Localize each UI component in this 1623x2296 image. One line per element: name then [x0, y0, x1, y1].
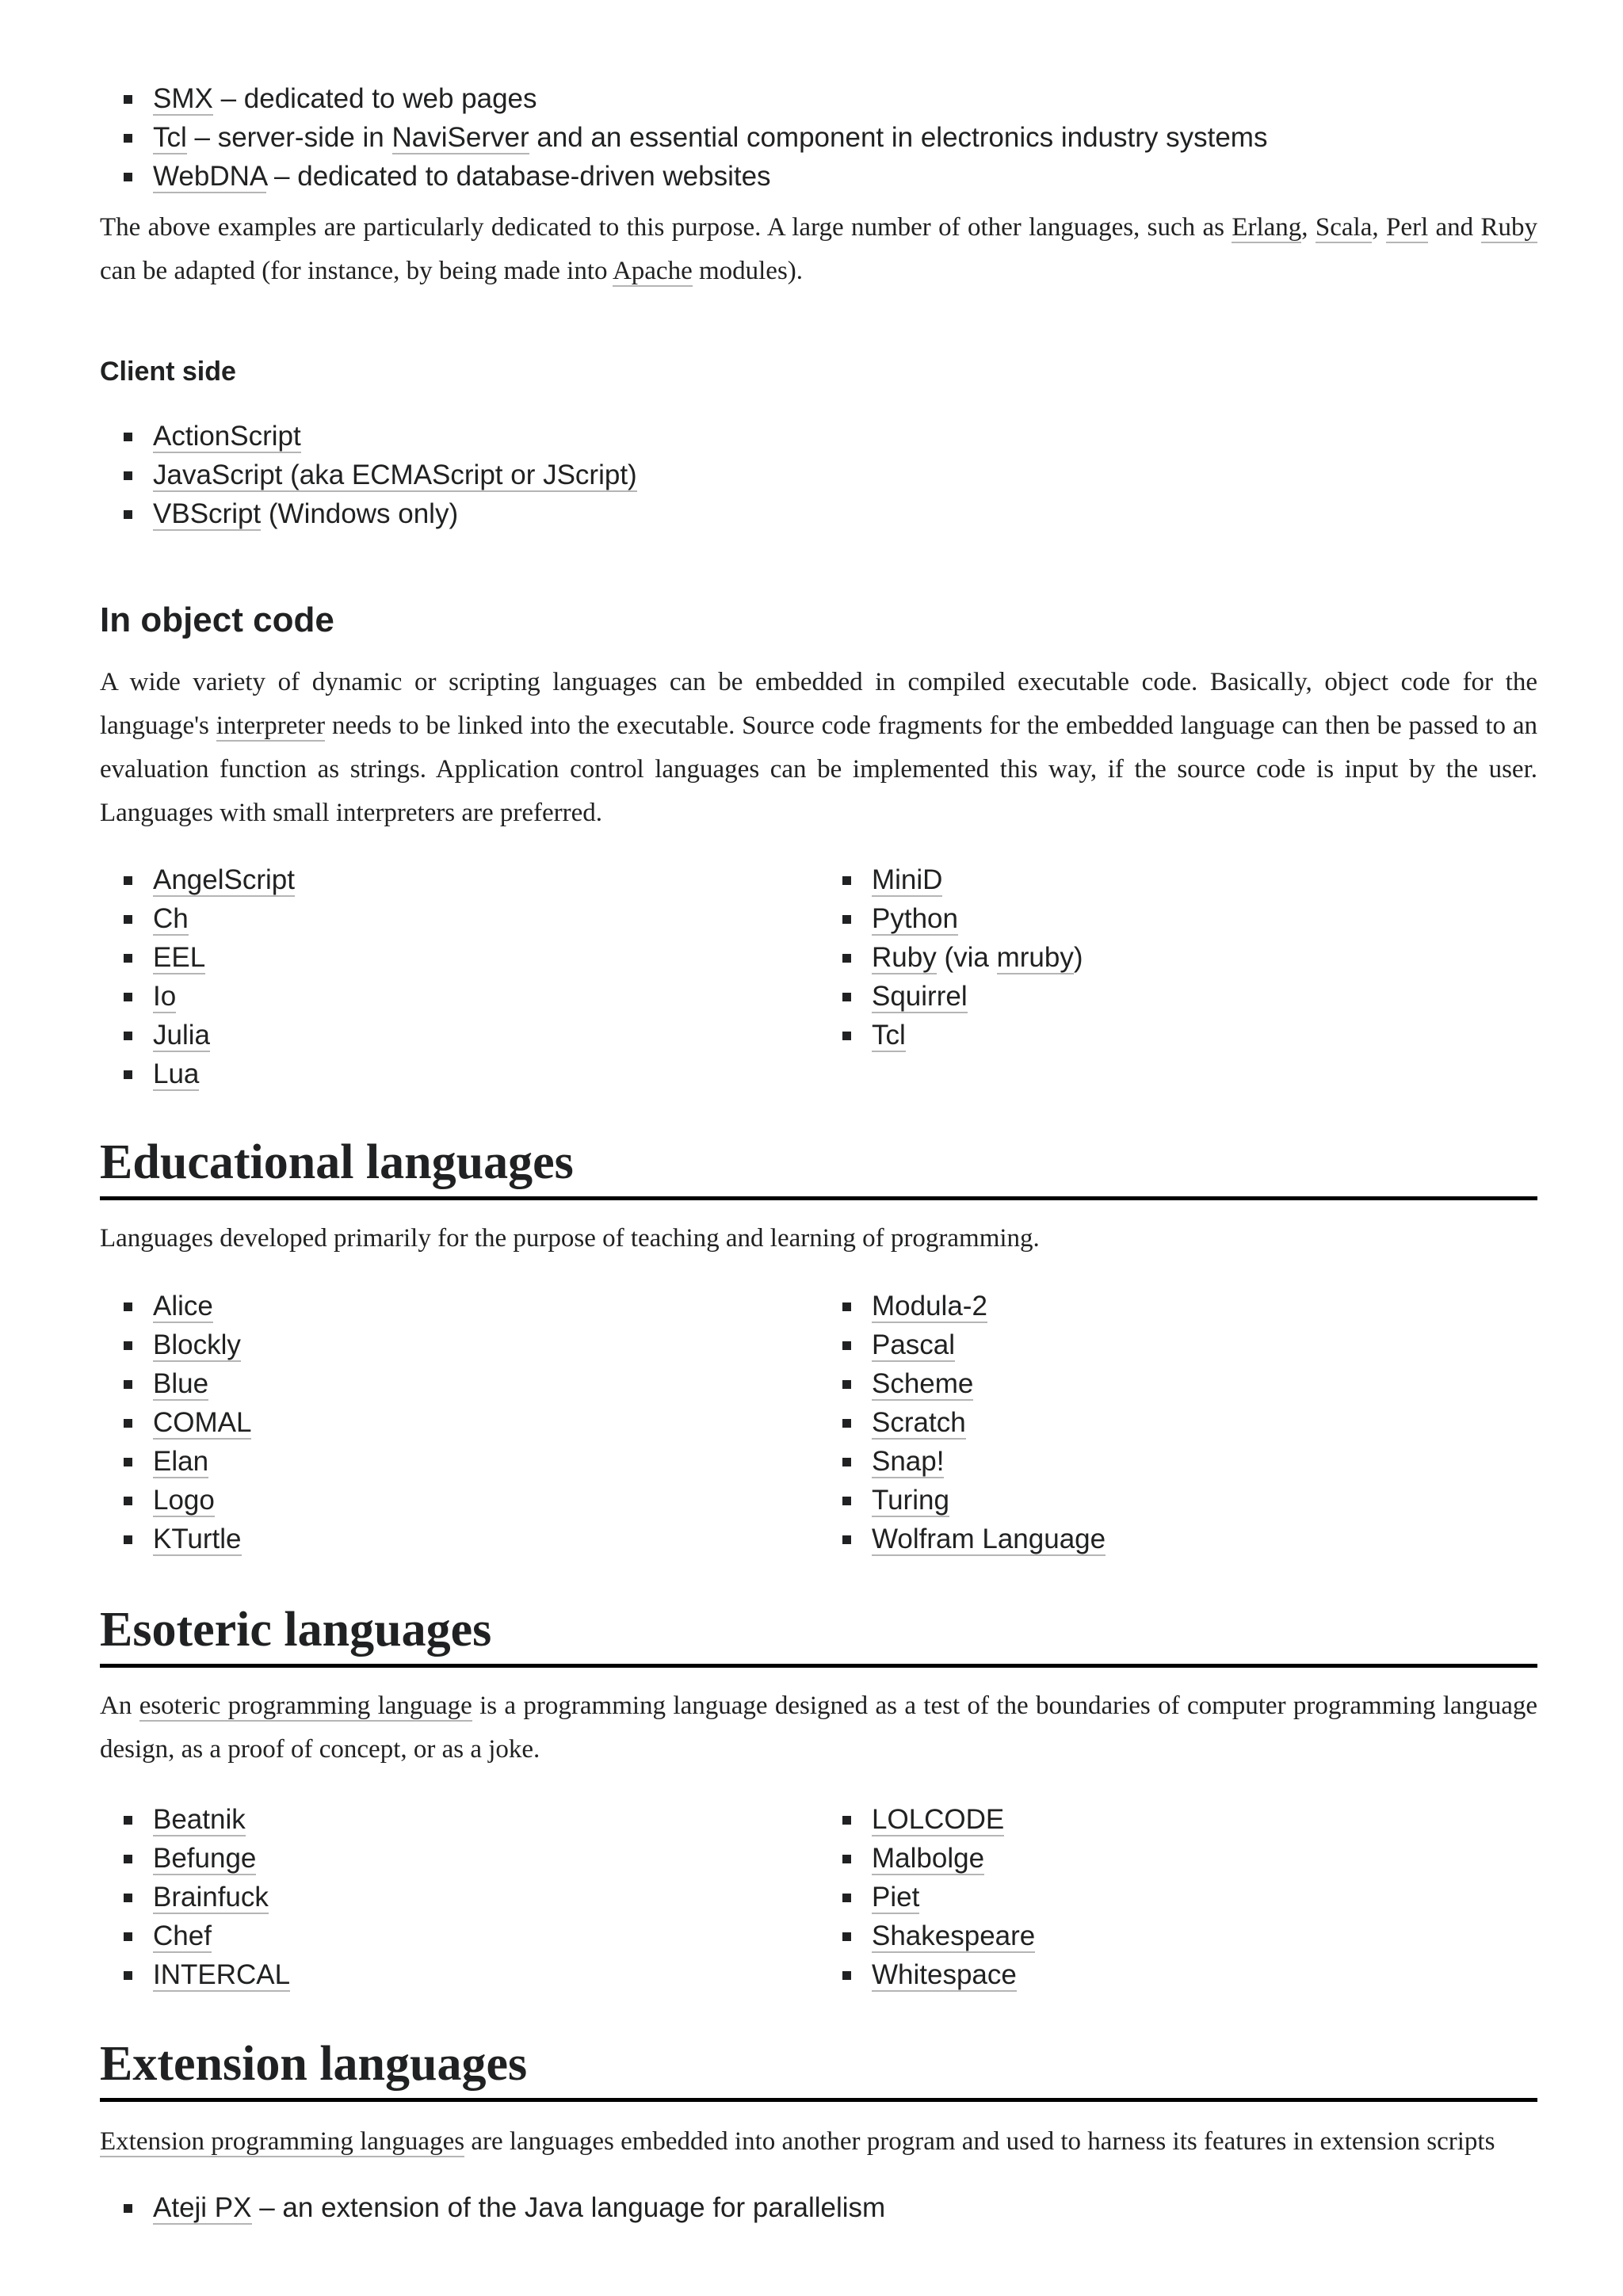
educational-heading-block — [100, 1135, 1537, 1200]
esoteric-heading-block — [100, 1602, 1537, 1668]
link-intercal[interactable]: INTERCAL — [153, 1959, 291, 1990]
link-apache[interactable]: Apache — [612, 257, 693, 285]
server-side-list — [100, 79, 1537, 196]
link-brainfuck[interactable]: Brainfuck — [153, 1882, 269, 1913]
list-item — [100, 1955, 819, 1994]
list-item — [100, 1055, 819, 1093]
educational-list-col1 — [100, 1287, 819, 1558]
link-webdna[interactable]: WebDNA — [153, 161, 267, 192]
link-naviserver[interactable]: NaviServer — [391, 122, 529, 153]
server-side-section — [100, 79, 1537, 196]
esoteric-paragraph-block — [100, 1684, 1537, 1772]
object-code-paragraph-block — [100, 661, 1537, 835]
list-item — [819, 977, 1537, 1016]
esoteric-heading: Esoteric languages — [100, 1602, 1537, 1668]
extension-paragraph — [100, 2120, 1590, 2164]
extension-heading: Extension languages — [100, 2036, 1537, 2102]
link-angelscript[interactable]: AngelScript — [153, 864, 295, 895]
list-item — [100, 2188, 1537, 2227]
link-ruby-embedded[interactable]: Ruby — [872, 942, 937, 973]
link-vbscript[interactable]: VBScript — [153, 498, 262, 529]
object-code-heading: In object code — [100, 601, 334, 639]
object-code-heading-block — [100, 601, 1537, 640]
item-text: ) — [1073, 942, 1083, 973]
object-code-list-col1 — [100, 860, 819, 1093]
link-lua[interactable]: Lua — [153, 1058, 200, 1089]
link-malbolge[interactable]: Malbolge — [872, 1843, 985, 1874]
link-ateji-px[interactable]: Ateji PX — [153, 2192, 252, 2223]
client-side-list — [100, 417, 1537, 533]
item-text: (Windows only) — [261, 498, 459, 529]
list-item — [100, 118, 1537, 157]
link-tcl[interactable]: Tcl — [153, 122, 187, 153]
link-minid[interactable]: MiniD — [872, 864, 943, 895]
list-item — [100, 417, 1537, 456]
item-text: – dedicated to database-driven websites — [266, 161, 771, 192]
link-logo[interactable]: Logo — [153, 1485, 215, 1516]
list-item — [100, 1800, 819, 1839]
link-eel[interactable]: EEL — [153, 942, 206, 973]
list-item — [100, 1442, 819, 1481]
link-comal[interactable]: COMAL — [153, 1407, 252, 1438]
list-item — [819, 1481, 1537, 1520]
link-tcl-embedded[interactable]: Tcl — [872, 1020, 906, 1051]
list-item — [100, 860, 819, 899]
text: , — [1301, 213, 1316, 242]
list-item — [819, 938, 1537, 977]
list-item — [819, 899, 1537, 938]
item-text: and an essential component in electronics industry systems — [529, 122, 1268, 153]
server-paragraph-block — [100, 206, 1537, 293]
esoteric-list-col1 — [100, 1800, 819, 1994]
list-item — [819, 1917, 1537, 1955]
list-item — [819, 860, 1537, 899]
link-python[interactable]: Python — [872, 903, 958, 934]
list-item — [100, 1016, 819, 1055]
link-ruby[interactable]: Ruby — [1480, 213, 1538, 242]
text: needs to be linked into the executable. Source code fragments for the embedded language can then be passed to an evaluation function as strings. Application control languages can be implemented this way, if the source code is input by the user. Languages with small interpreters are preferred. — [100, 711, 1537, 827]
text: A wide variety of dynamic or scripting languages can be embedded in compiled executable code. Basically, object code for the language's — [100, 668, 1537, 740]
item-text: – dedicated to web pages — [212, 83, 537, 114]
list-item — [819, 1878, 1537, 1917]
link-blockly[interactable]: Blockly — [153, 1329, 241, 1360]
list-item — [819, 1839, 1537, 1878]
list-item — [100, 938, 819, 977]
link-mruby[interactable]: mruby — [996, 942, 1074, 973]
link-blue[interactable]: Blue — [153, 1368, 209, 1399]
list-item — [819, 1800, 1537, 1839]
list-item — [100, 1287, 819, 1325]
client-side-list-block — [100, 417, 1537, 533]
list-item — [100, 1839, 819, 1878]
list-item — [100, 1520, 819, 1558]
link-chef[interactable]: Chef — [153, 1920, 212, 1951]
extension-list — [100, 2188, 1537, 2227]
list-item — [819, 1016, 1537, 1055]
link-extension-programming-languages[interactable]: Extension programming languages — [100, 2127, 465, 2156]
item-text: – server-side in — [186, 122, 392, 153]
list-item — [819, 1442, 1537, 1481]
list-item — [819, 1287, 1537, 1325]
link-beatnik[interactable]: Beatnik — [153, 1804, 246, 1835]
extension-paragraph-block — [100, 2120, 1590, 2164]
object-code-paragraph — [100, 661, 1537, 835]
link-scala[interactable]: Scala — [1315, 213, 1373, 242]
list-item — [819, 1403, 1537, 1442]
esoteric-list-col2 — [819, 1800, 1537, 1994]
list-item — [100, 1325, 819, 1364]
client-side-heading-block — [100, 357, 1537, 387]
educational-lists — [100, 1287, 1537, 1558]
list-item — [100, 1403, 819, 1442]
link-piet[interactable]: Piet — [872, 1882, 920, 1913]
esoteric-paragraph — [100, 1684, 1537, 1772]
esoteric-lists — [100, 1800, 1537, 1994]
list-item — [819, 1520, 1537, 1558]
educational-heading: Educational languages — [100, 1135, 1537, 1200]
link-lolcode[interactable]: LOLCODE — [872, 1804, 1005, 1835]
list-item — [100, 1481, 819, 1520]
extension-heading-block — [100, 2036, 1537, 2102]
item-text: – an extension of the Java language for parallelism — [251, 2192, 886, 2223]
link-javascript[interactable]: JavaScript (aka ECMAScript or JScript) — [153, 460, 637, 490]
link-julia[interactable]: Julia — [153, 1020, 210, 1051]
link-befunge[interactable]: Befunge — [153, 1843, 257, 1874]
text: , — [1372, 213, 1386, 242]
list-item — [100, 977, 819, 1016]
link-io[interactable]: Io — [153, 981, 177, 1012]
link-scratch[interactable]: Scratch — [872, 1407, 966, 1438]
educational-list-col2 — [819, 1287, 1537, 1558]
list-item — [100, 1878, 819, 1917]
text: The above examples are particularly dedicated to this purpose. A large number of other languages, such as — [100, 213, 1232, 242]
link-ch[interactable]: Ch — [153, 903, 189, 934]
text: are languages embedded into another program and used to harness its features in extension scripts — [464, 2127, 1495, 2156]
server-paragraph — [100, 206, 1537, 293]
extension-list-block — [100, 2188, 1537, 2227]
link-turing[interactable]: Turing — [872, 1485, 949, 1516]
list-item — [100, 157, 1537, 196]
educational-paragraph: Languages developed primarily for the purpose of teaching and learning of programming. — [100, 1224, 1040, 1253]
text: modules). — [692, 257, 804, 285]
list-item — [100, 899, 819, 938]
text: can be adapted (for instance, by being made into — [100, 257, 613, 285]
client-side-heading: Client side — [100, 357, 236, 387]
link-squirrel[interactable]: Squirrel — [872, 981, 968, 1012]
link-elan[interactable]: Elan — [153, 1446, 209, 1477]
link-kturtle[interactable]: KTurtle — [153, 1524, 242, 1554]
educational-paragraph-block — [100, 1217, 1537, 1261]
link-alice[interactable]: Alice — [153, 1291, 213, 1322]
link-snap[interactable]: Snap! — [872, 1446, 945, 1477]
list-item — [100, 494, 1537, 533]
link-erlang[interactable]: Erlang — [1232, 213, 1302, 242]
list-item — [100, 1364, 819, 1403]
text: An — [100, 1691, 139, 1720]
list-item — [100, 456, 1537, 494]
link-interpreter[interactable]: interpreter — [216, 711, 326, 740]
list-item — [819, 1955, 1537, 1994]
list-item — [819, 1364, 1537, 1403]
link-whitespace[interactable]: Whitespace — [872, 1959, 1017, 1990]
list-item — [100, 79, 1537, 118]
item-text: (via — [936, 942, 997, 973]
text: and — [1428, 213, 1481, 242]
link-shakespeare[interactable]: Shakespeare — [872, 1920, 1036, 1951]
link-actionscript[interactable]: ActionScript — [153, 421, 301, 452]
object-code-lists — [100, 860, 1537, 1093]
link-perl[interactable]: Perl — [1385, 213, 1429, 242]
link-scheme[interactable]: Scheme — [872, 1368, 974, 1399]
link-esoteric-programming-language[interactable]: esoteric programming language — [139, 1691, 472, 1720]
text: is a programming language designed as a test of the boundaries of computer programming language design, as a proof of concept, or as a joke. — [100, 1691, 1537, 1764]
list-item — [100, 1917, 819, 1955]
link-pascal[interactable]: Pascal — [872, 1329, 956, 1360]
link-modula-2[interactable]: Modula-2 — [872, 1291, 987, 1322]
object-code-list-col2 — [819, 860, 1537, 1093]
link-smx[interactable]: SMX — [153, 83, 213, 114]
list-item — [819, 1325, 1537, 1364]
link-wolfram-language[interactable]: Wolfram Language — [872, 1524, 1106, 1554]
